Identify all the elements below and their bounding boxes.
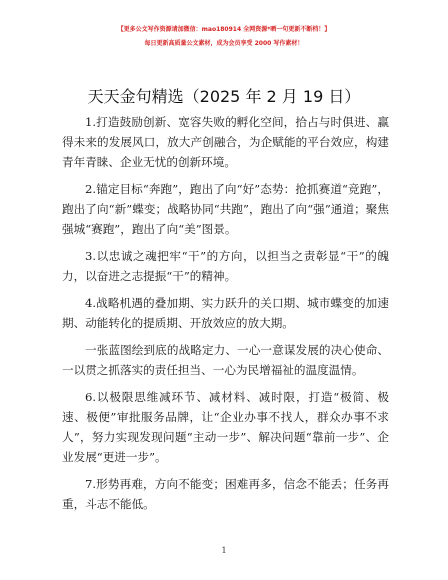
- paragraph-1: 1.打造鼓励创新、宽容失败的孵化空间，拾占与时俱进、赢得未来的发展风口，放大产创融合，为企赋能的平台效应，构建青年青睐、企业无忧的创新环境。: [62, 115, 389, 169]
- paragraph-2: 2.锚定目标“奔跑”，跑出了向“好”态势：抢抓赛道“竞跑”，跑出了向“新”蝶变；战略协同“共跑”，跑出了向“强”通道；聚焦强城“赛跑”，跑出了向“美”图景。: [62, 182, 389, 236]
- promo-banner-line-1: 【更多公文写作资源请加微信：mao180914 全网资源*晒一句更新不断档！】: [117, 26, 331, 33]
- promo-banner-line-2: 每日更新高质量公文素材，成为会员享受 2000 写作素材！: [144, 40, 304, 47]
- paragraph-4: 4.战略机遇的叠加期、实力跃升的关口期、城市蝶变的加速期、动能转化的提质期、开放效应的放大期。: [62, 296, 389, 330]
- paragraph-3: 3.以忠诚之魂把牢“干”的方向，以担当之责彰显“干”的魄力，以奋进之志提振“干”的精神。: [62, 249, 389, 283]
- paragraph-5: 一张蓝图绘到底的战略定力、一心一意谋发展的决心使命、一以贯之抓落实的责任担当、一心为民增福祉的温度温情。: [62, 343, 389, 377]
- page-number: 1: [221, 546, 227, 555]
- paragraph-7: 7.形势再难，方向不能变；困难再多，信念不能丢；任务再重，斗志不能低。: [62, 477, 389, 511]
- paragraph-6: 6.以极限思维减环节、减材料、减时限，打造“极简、极速、极便”审批服务品牌，让“企业办事不找人，群众办事不求人”，努力实现发现问题“主动一步”、解决问题“靠前一步”、企业发展“更进一步”。: [62, 390, 389, 464]
- document-title: 天天金句精选（2025 年 2 月 19 日）: [87, 87, 361, 106]
- document-body: [62, 112, 389, 514]
